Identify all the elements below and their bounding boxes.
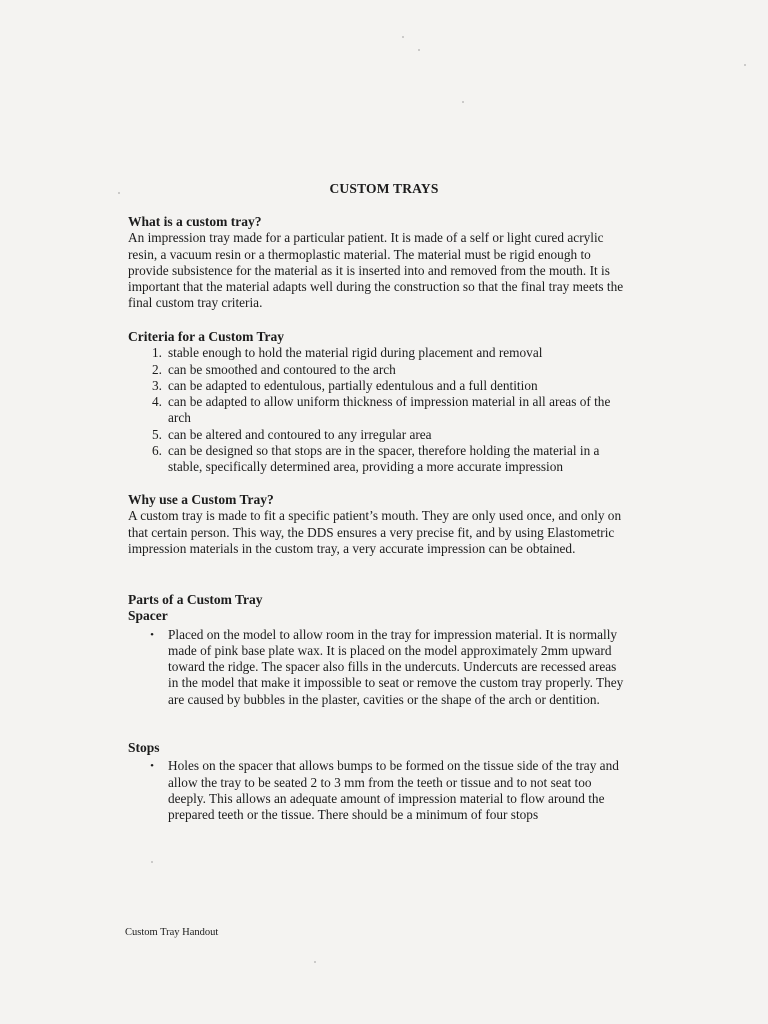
bullet-icon: • xyxy=(150,628,154,641)
scan-speck xyxy=(744,64,746,66)
criteria-number: 5. xyxy=(152,426,162,442)
criteria-item xyxy=(128,345,628,361)
scan-speck xyxy=(402,36,404,38)
stops-heading: Stops xyxy=(128,740,160,755)
what-body: An impression tray made for a particular patient. It is made of a self or light cured acrylic resin, a vacuum resin or a thermoplastic material. The material must be rigid enough to provide subsistence for the material as it is inserted into and removed from the mouth. It is important that the material adapts well during the construction so that the final tray meets the final custom tray criteria. xyxy=(128,230,624,311)
parts-heading: Parts of a Custom Tray xyxy=(128,592,263,607)
list-item xyxy=(128,627,628,708)
criteria-text: can be altered and contoured to any irregular area xyxy=(168,426,432,442)
why-body: A custom tray is made to fit a specific patient’s mouth. They are only used once, and only on that certain person. This way, the DDS ensures a very precise fit, and by using Elastometric impression materials in the custom tray, a very accurate impression can be obtained. xyxy=(128,508,622,556)
spacer-heading: Spacer xyxy=(128,608,168,624)
why-section xyxy=(128,492,628,557)
criteria-item xyxy=(128,394,628,427)
scan-speck xyxy=(314,961,316,963)
criteria-number: 2. xyxy=(152,361,162,377)
criteria-number: 3. xyxy=(152,377,162,393)
page-footer: Custom Tray Handout xyxy=(125,927,219,938)
criteria-text: stable enough to hold the material rigid during placement and removal xyxy=(168,345,543,361)
criteria-item xyxy=(128,362,628,378)
criteria-text: can be adapted to allow uniform thickness of impression material in all areas of the arch xyxy=(168,394,611,426)
spacer-text: Placed on the model to allow room in the tray for impression material. It is normally made of pink base plate wax. It is placed on the model approximately 2mm upward toward the ridge. The spacer also fills in the undercuts. Undercuts are recessed areas in the model that make it impossible to seat or remove the custom tray properly. They are caused by bubbles in the plaster, cavities or the shape of the arch or dentition. xyxy=(168,626,624,707)
criteria-list xyxy=(128,345,628,475)
criteria-item xyxy=(128,443,628,476)
why-heading: Why use a Custom Tray? xyxy=(128,492,274,507)
criteria-number: 4. xyxy=(152,394,162,410)
criteria-text: can be smoothed and contoured to the arch xyxy=(168,361,396,377)
what-section xyxy=(128,214,628,312)
criteria-item xyxy=(128,378,628,394)
list-item xyxy=(128,758,628,823)
scan-speck xyxy=(151,861,153,863)
criteria-item xyxy=(128,427,628,443)
criteria-number: 6. xyxy=(152,443,162,459)
criteria-heading: Criteria for a Custom Tray xyxy=(128,329,284,344)
criteria-section xyxy=(128,329,628,476)
spacer-section xyxy=(128,592,628,708)
bullet-icon: • xyxy=(150,760,154,773)
stops-section xyxy=(128,740,628,823)
scan-speck xyxy=(418,49,420,51)
page-title: CUSTOM TRAYS xyxy=(329,181,439,196)
criteria-number: 1. xyxy=(152,345,162,361)
criteria-text: can be adapted to edentulous, partially edentulous and a full dentition xyxy=(168,377,538,393)
criteria-text: can be designed so that stops are in the spacer, therefore holding the material in a stable, specifically determined area, providing a more accurate impression xyxy=(168,443,600,475)
what-heading: What is a custom tray? xyxy=(128,214,262,229)
scan-speck xyxy=(462,101,464,103)
stops-text: Holes on the spacer that allows bumps to be formed on the tissue side of the tray and allow the tray to be seated 2 to 3 mm from the teeth or tissue and to not seat too deeply. This allows an adequate amount of impression material to flow around the prepared teeth or the tissue. There should be a minimum of four stops xyxy=(168,758,619,823)
